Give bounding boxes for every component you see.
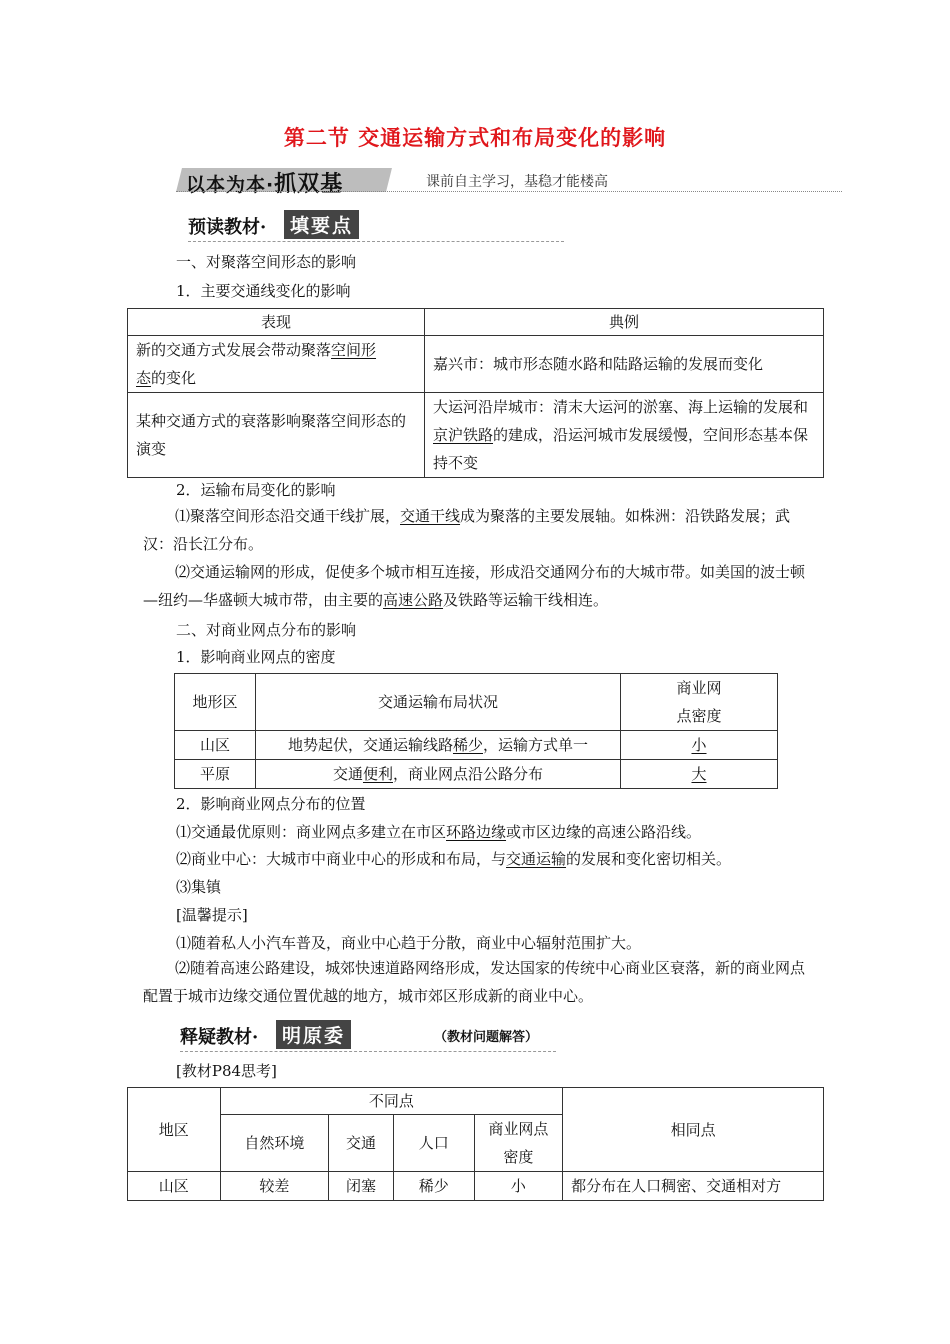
table-cell xyxy=(425,393,824,478)
cell-underline: 态 xyxy=(136,369,152,387)
table-cell xyxy=(128,336,425,393)
cell-text: 地势起伏，交通运输线路 xyxy=(287,736,453,754)
table-cell: 山区 xyxy=(128,1172,221,1201)
banner-subtitle: 课前自主学习，基稳才能楼高 xyxy=(426,174,608,190)
table-commercial-density xyxy=(174,673,778,789)
table-cell xyxy=(621,731,778,760)
para-text: 的发展和变化密切相关。 xyxy=(566,850,732,868)
table-header-cell: 地形区 xyxy=(175,674,256,731)
table-cell: 都分布在人口稠密、交通相对方 xyxy=(563,1172,824,1201)
table-header-cell: 不同点 xyxy=(220,1088,563,1115)
para-text: ⑵商业中心：大城市中商业中心的形成和布局，与 xyxy=(176,850,507,868)
table-cell: 小 xyxy=(474,1172,563,1201)
table-header-cell xyxy=(621,674,778,731)
section-header-preview xyxy=(188,210,564,242)
cell-text: 新的交通方式发展会带动聚落 xyxy=(136,341,332,359)
table-cell xyxy=(256,760,621,789)
cell-text: 商业网 xyxy=(676,679,722,697)
cell-underline: 稀少 xyxy=(452,736,483,754)
subheading-2-1: 1．影响商业网点的密度 xyxy=(176,648,336,666)
para-text: ⑴交通最优原则：商业网点多建立在市区 xyxy=(176,823,447,841)
table-cell xyxy=(621,760,778,789)
cell-text: 的变化 xyxy=(151,369,197,387)
subheading-1-1: 1．主要交通线变化的影响 xyxy=(176,282,351,300)
paragraph-5: ⑶集镇 xyxy=(176,878,222,896)
chapter-banner xyxy=(176,168,842,197)
table-row xyxy=(128,393,824,478)
section-box: 明原委 xyxy=(276,1020,351,1049)
table-header-cell: 人口 xyxy=(393,1115,474,1172)
table-header-row xyxy=(128,1088,824,1115)
banner-label-strong: 抓双基 xyxy=(274,172,344,197)
para-text: ⑵交通运输网的形成，促使多个城市相互连接，形成沿交通网分布的大城市带。如美国的波士顿—纽约—华盛顿大城市带，由主要的 xyxy=(143,563,806,609)
tip-1: ⑴随着私人小汽车普及，商业中心趋于分散，商业中心辐射范围扩大。 xyxy=(176,934,642,952)
section-label: 预读教材· xyxy=(188,217,267,238)
banner-label-left: 以本为本· xyxy=(186,174,275,196)
para-underline: 环路边缘 xyxy=(446,823,507,841)
cell-text: 商业网点 xyxy=(488,1120,549,1138)
section-label: 释疑教材· xyxy=(180,1027,259,1048)
table-cell: 较差 xyxy=(220,1172,329,1201)
table-header-cell: 交通运输布局状况 xyxy=(256,674,621,731)
heading-1: 一、对聚落空间形态的影响 xyxy=(176,253,357,271)
subheading-1-2: 2．运输布局变化的影响 xyxy=(176,481,336,499)
cell-underline: 空间形 xyxy=(331,341,377,359)
paragraph-3 xyxy=(176,821,701,842)
table-cell: 稀少 xyxy=(393,1172,474,1201)
table-cell: 嘉兴市：城市形态随水路和陆路运输的发展而变化 xyxy=(425,336,824,393)
table-header-row xyxy=(175,674,778,731)
para-text: 成为聚落的主要发展轴。如株洲：沿铁路发展；武汉：沿长江分布。 xyxy=(143,507,791,553)
table-header-cell: 地区 xyxy=(128,1088,221,1172)
cell-text: 交通 xyxy=(332,765,363,783)
table-cell: 平原 xyxy=(175,760,256,789)
table-header-cell: 交通 xyxy=(329,1115,394,1172)
para-underline: 交通运输 xyxy=(506,850,567,868)
tip-2: ⑵随着高速公路建设，城郊快速道路网络形成，发达国家的传统中心商业区衰落，新的商业网点配置于城市边缘交通位置优越的地方，城市郊区形成新的商业中心。 xyxy=(143,959,806,1005)
cell-text: 点密度 xyxy=(676,707,722,725)
section-divider xyxy=(180,1051,556,1052)
tip-label: [温馨提示] xyxy=(176,906,248,924)
para-text: ⑴聚落空间形态沿交通干线扩展， xyxy=(175,507,401,525)
cell-underline: 便利 xyxy=(362,765,393,783)
table-header-cell: 自然环境 xyxy=(220,1115,329,1172)
cell-text: 密度 xyxy=(503,1148,534,1166)
table-cell: 某种交通方式的衰落影响聚落空间形态的演变 xyxy=(128,393,425,478)
cell-text: 大运河沿岸城市：清末大运河的淤塞、海上运输的发展和 xyxy=(433,398,809,416)
section-header-explain xyxy=(180,1020,556,1052)
table-region-comparison xyxy=(127,1087,824,1201)
heading-2: 二、对商业网点分布的影响 xyxy=(176,621,357,639)
table-traffic-line-impact xyxy=(127,308,824,478)
cell-underline: 京沪铁路 xyxy=(433,426,494,444)
cell-underline: 大 xyxy=(691,765,707,783)
table-header-cell xyxy=(474,1115,563,1172)
section-box: 填要点 xyxy=(284,210,359,239)
table-row xyxy=(175,760,778,789)
table-row xyxy=(128,336,824,393)
table-header-row xyxy=(128,309,824,336)
cell-text: 的建成，沿运河城市发展缓慢，空间形态基本保持不变 xyxy=(433,426,809,472)
section-divider xyxy=(188,241,564,242)
para-underline: 交通干线 xyxy=(400,507,461,525)
paragraph-2 xyxy=(143,558,811,614)
cell-underline: 小 xyxy=(691,736,707,754)
paragraph-4 xyxy=(176,848,731,869)
table-header-cell: 相同点 xyxy=(563,1088,824,1172)
banner-label xyxy=(186,167,343,198)
table-row xyxy=(128,1172,824,1201)
subheading-2-2: 2．影响商业网点分布的位置 xyxy=(176,795,366,813)
cell-text: ，运输方式单一 xyxy=(483,736,589,754)
textbook-reference: [教材P84思考] xyxy=(176,1062,277,1080)
para-text: 及铁路等运输干线相连。 xyxy=(443,591,609,609)
banner-divider xyxy=(176,191,842,192)
para-text: 或市区边缘的高速公路沿线。 xyxy=(506,823,702,841)
cell-text: ，商业网点沿公路分布 xyxy=(393,765,544,783)
para-underline: 高速公路 xyxy=(383,591,444,609)
table-header-cell: 典例 xyxy=(425,309,824,336)
table-cell xyxy=(256,731,621,760)
paragraph-1 xyxy=(143,502,811,558)
table-header-cell: 表现 xyxy=(128,309,425,336)
page-title: 第二节 交通运输方式和布局变化的影响 xyxy=(283,125,667,150)
table-row xyxy=(175,731,778,760)
section-note: （教材问题解答） xyxy=(434,1030,539,1045)
table-cell: 山区 xyxy=(175,731,256,760)
table-cell: 闭塞 xyxy=(329,1172,394,1201)
